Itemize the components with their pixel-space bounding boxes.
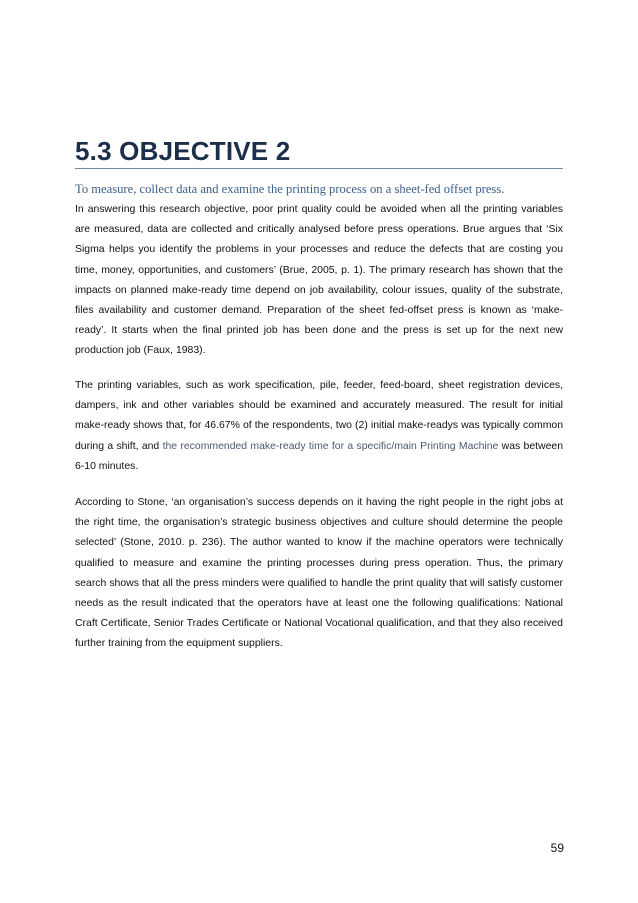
page-number: 59 xyxy=(550,841,564,855)
paragraph-3: According to Stone, ‘an organisation’s success depends on it having the right people in the right jobs at the right time, the organisation’s strategic business objectives and culture should determine the people selected’ (Stone, 2010. p. 236). The author wanted to know if the machine operators were technically qualified to measure and examine the printing processes during press operation. Thus, the primary search shows that all the press minders were qualified to handle the print quality that will satisfy customer needs as the result indicated that the operators have at least one the following qualifications: National Craft Certificate, Senior Trades Certificate or National Vocational qualification, and that they also received further training from the equipment suppliers. xyxy=(75,497,563,650)
paragraph-2 xyxy=(75,376,563,477)
paragraph-1: In answering this research objective, poor print quality could be avoided when all the printing variables are measured, data are collected and critically analysed before press operations. Brue argues that ‘Six Sigma helps you identify the problems in your processes and reduce the defects that are costing you time, money, opportunities, and customers’ (Brue, 2005, p. 1). The primary research has shown that the impacts on planned make-ready time depend on job availability, colour issues, quality of the substrate, files availability and customer demand. Preparation of the sheet fed-offset press is known as ‘make-ready’. It starts when the final printed job has been done and the press is set up for the next new production job (Faux, 1983). xyxy=(75,204,563,357)
paragraph-2-text-start: The printing variables, such as work specification, pile, feeder, feed-board, sheet registration devices, dampers, ink and other variables should be examined and accurately measured. The result for initial make-ready shows that, for 46.67% of the respondents, two (2) initial make-readys was typically common during a shift, and xyxy=(75,380,563,452)
paragraph-2-highlight: the recommended make-ready time for a specific/main Printing Machine xyxy=(162,440,499,452)
heading-divider xyxy=(75,168,563,169)
objective-subtitle: To measure, collect data and examine the printing process on a sheet-fed offset press. xyxy=(75,182,505,196)
section-heading: 5.3 OBJECTIVE 2 xyxy=(75,136,291,166)
paragraph-2-text-end: was between 6-10 minutes. xyxy=(75,440,564,472)
